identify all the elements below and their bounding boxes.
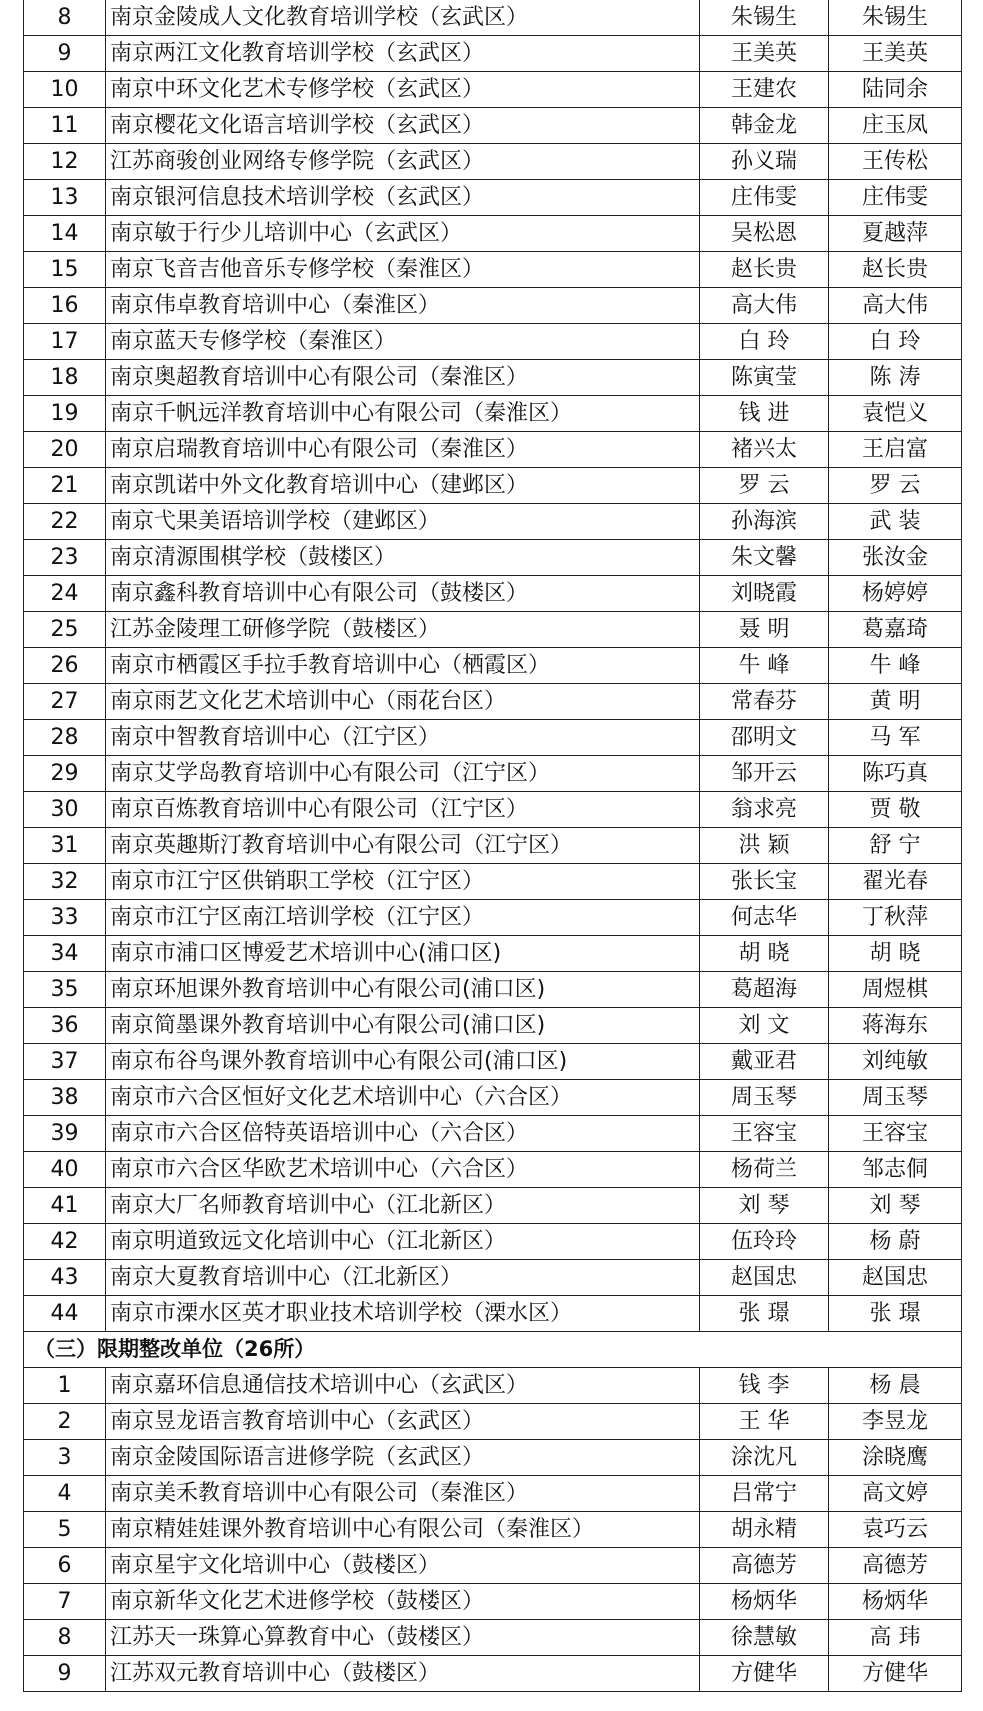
- legal-representative: 王美英: [700, 36, 829, 71]
- institution-name: 南京市六合区倍特英语培训中心（六合区）: [106, 1116, 700, 1151]
- row-number: 25: [24, 612, 106, 647]
- table-row: [24, 1296, 962, 1332]
- institution-name: 南京英趣斯汀教育培训中心有限公司（江宁区）: [106, 828, 700, 863]
- principal: 刘纯敏: [829, 1044, 962, 1079]
- institution-name: 南京飞音吉他音乐专修学校（秦淮区）: [106, 252, 700, 287]
- table-row: [24, 180, 962, 216]
- row-number: 26: [24, 648, 106, 683]
- institution-name: 南京奥超教育培训中心有限公司（秦淮区）: [106, 360, 700, 395]
- principal: 高德芳: [829, 1548, 962, 1583]
- institution-name: 南京千帆远洋教育培训中心有限公司（秦淮区）: [106, 396, 700, 431]
- institution-name: 南京市六合区恒好文化艺术培训中心（六合区）: [106, 1080, 700, 1115]
- legal-representative: 聂 明: [700, 612, 829, 647]
- legal-representative: 葛超海: [700, 972, 829, 1007]
- school-list-table: [23, 0, 962, 1692]
- institution-name: 南京新华文化艺术进修学校（鼓楼区）: [106, 1584, 700, 1619]
- principal: 涂晓鹰: [829, 1440, 962, 1475]
- principal: 高大伟: [829, 288, 962, 323]
- row-number: 24: [24, 576, 106, 611]
- table-row: [24, 324, 962, 360]
- legal-representative: 赵国忠: [700, 1260, 829, 1295]
- table-row: [24, 72, 962, 108]
- institution-name: 南京启瑞教育培训中心有限公司（秦淮区）: [106, 432, 700, 467]
- table-row: [24, 504, 962, 540]
- principal: 张汝金: [829, 540, 962, 575]
- institution-name: 南京市浦口区博爱艺术培训中心(浦口区): [106, 936, 700, 971]
- table-row: [24, 612, 962, 648]
- row-number: 10: [24, 72, 106, 107]
- institution-name: 南京伟卓教育培训中心（秦淮区）: [106, 288, 700, 323]
- table-row: [24, 684, 962, 720]
- table-section-3: [24, 1368, 962, 1692]
- legal-representative: 陈寅莹: [700, 360, 829, 395]
- legal-representative: 韩金龙: [700, 108, 829, 143]
- row-number: 38: [24, 1080, 106, 1115]
- legal-representative: 胡 晓: [700, 936, 829, 971]
- legal-representative: 何志华: [700, 900, 829, 935]
- row-number: 17: [24, 324, 106, 359]
- principal: 罗 云: [829, 468, 962, 503]
- principal: 陈 涛: [829, 360, 962, 395]
- principal: 胡 晓: [829, 936, 962, 971]
- table-row: [24, 1224, 962, 1260]
- legal-representative: 洪 颖: [700, 828, 829, 863]
- row-number: 27: [24, 684, 106, 719]
- legal-representative: 罗 云: [700, 468, 829, 503]
- legal-representative: 王建农: [700, 72, 829, 107]
- institution-name: 南京简墨课外教育培训中心有限公司(浦口区): [106, 1008, 700, 1043]
- row-number: 16: [24, 288, 106, 323]
- principal: 牛 峰: [829, 648, 962, 683]
- row-number: 2: [24, 1404, 106, 1439]
- row-number: 8: [24, 1620, 106, 1655]
- institution-name: 南京精娃娃课外教育培训中心有限公司（秦淮区）: [106, 1512, 700, 1547]
- legal-representative: 褚兴太: [700, 432, 829, 467]
- row-number: 39: [24, 1116, 106, 1151]
- principal: 黄 明: [829, 684, 962, 719]
- legal-representative: 孙海滨: [700, 504, 829, 539]
- row-number: 3: [24, 1440, 106, 1475]
- row-number: 5: [24, 1512, 106, 1547]
- legal-representative: 翁求亮: [700, 792, 829, 827]
- legal-representative: 牛 峰: [700, 648, 829, 683]
- principal: 贾 敬: [829, 792, 962, 827]
- row-number: 21: [24, 468, 106, 503]
- legal-representative: 徐慧敏: [700, 1620, 829, 1655]
- principal: 王容宝: [829, 1116, 962, 1151]
- legal-representative: 邹开云: [700, 756, 829, 791]
- table-row: [24, 432, 962, 468]
- principal: 李昱龙: [829, 1404, 962, 1439]
- row-number: 44: [24, 1296, 106, 1331]
- table-row: [24, 1584, 962, 1620]
- institution-name: 南京银河信息技术培训学校（玄武区）: [106, 180, 700, 215]
- principal: 方健华: [829, 1656, 962, 1691]
- row-number: 20: [24, 432, 106, 467]
- principal: 庄玉凤: [829, 108, 962, 143]
- institution-name: 南京市六合区华欧艺术培训中心（六合区）: [106, 1152, 700, 1187]
- institution-name: 南京蓝天专修学校（秦淮区）: [106, 324, 700, 359]
- row-number: 13: [24, 180, 106, 215]
- institution-name: 南京凯诺中外文化教育培训中心（建邺区）: [106, 468, 700, 503]
- principal: 赵长贵: [829, 252, 962, 287]
- legal-representative: 王 华: [700, 1404, 829, 1439]
- principal: 马 军: [829, 720, 962, 755]
- row-number: 36: [24, 1008, 106, 1043]
- row-number: 15: [24, 252, 106, 287]
- institution-name: 南京敏于行少儿培训中心（玄武区）: [106, 216, 700, 251]
- legal-representative: 张长宝: [700, 864, 829, 899]
- institution-name: 南京金陵成人文化教育培训学校（玄武区）: [106, 0, 700, 35]
- row-number: 11: [24, 108, 106, 143]
- table-row: [24, 540, 962, 576]
- table-row: [24, 1656, 962, 1692]
- table-row: [24, 360, 962, 396]
- row-number: 40: [24, 1152, 106, 1187]
- table-row: [24, 720, 962, 756]
- legal-representative: 常春芬: [700, 684, 829, 719]
- legal-representative: 伍玲玲: [700, 1224, 829, 1259]
- row-number: 4: [24, 1476, 106, 1511]
- row-number: 32: [24, 864, 106, 899]
- legal-representative: 钱 进: [700, 396, 829, 431]
- table-row: [24, 252, 962, 288]
- legal-representative: 方健华: [700, 1656, 829, 1691]
- principal: 朱锡生: [829, 0, 962, 35]
- institution-name: 南京明道致远文化培训中心（江北新区）: [106, 1224, 700, 1259]
- row-number: 8: [24, 0, 106, 35]
- principal: 邹志侗: [829, 1152, 962, 1187]
- legal-representative: 赵长贵: [700, 252, 829, 287]
- row-number: 43: [24, 1260, 106, 1295]
- principal: 周玉琴: [829, 1080, 962, 1115]
- institution-name: 南京艾学岛教育培训中心有限公司（江宁区）: [106, 756, 700, 791]
- row-number: 37: [24, 1044, 106, 1079]
- table-row: [24, 1512, 962, 1548]
- table-row: [24, 1008, 962, 1044]
- table-row: [24, 108, 962, 144]
- row-number: 6: [24, 1548, 106, 1583]
- principal: 高 玮: [829, 1620, 962, 1655]
- table-row: [24, 1440, 962, 1476]
- table-row: [24, 1188, 962, 1224]
- row-number: 31: [24, 828, 106, 863]
- legal-representative: 刘 文: [700, 1008, 829, 1043]
- row-number: 34: [24, 936, 106, 971]
- legal-representative: 刘 琴: [700, 1188, 829, 1223]
- table-section-2: [24, 0, 962, 1332]
- table-row: [24, 936, 962, 972]
- principal: 张 璟: [829, 1296, 962, 1331]
- table-row: [24, 576, 962, 612]
- institution-name: 南京市江宁区供销职工学校（江宁区）: [106, 864, 700, 899]
- legal-representative: 朱锡生: [700, 0, 829, 35]
- institution-name: 南京樱花文化语言培训学校（玄武区）: [106, 108, 700, 143]
- principal: 庄伟雯: [829, 180, 962, 215]
- principal: 杨炳华: [829, 1584, 962, 1619]
- table-row: [24, 396, 962, 432]
- principal: 杨婷婷: [829, 576, 962, 611]
- principal: 袁恺义: [829, 396, 962, 431]
- principal: 陆同余: [829, 72, 962, 107]
- row-number: 23: [24, 540, 106, 575]
- row-number: 7: [24, 1584, 106, 1619]
- table-row: [24, 828, 962, 864]
- institution-name: 江苏天一珠算心算教育中心（鼓楼区）: [106, 1620, 700, 1655]
- legal-representative: 吴松恩: [700, 216, 829, 251]
- table-row: [24, 972, 962, 1008]
- row-number: 9: [24, 1656, 106, 1691]
- legal-representative: 杨荷兰: [700, 1152, 829, 1187]
- legal-representative: 王容宝: [700, 1116, 829, 1151]
- institution-name: 南京雨艺文化艺术培训中心（雨花台区）: [106, 684, 700, 719]
- institution-name: 南京百炼教育培训中心有限公司（江宁区）: [106, 792, 700, 827]
- institution-name: 南京两江文化教育培训学校（玄武区）: [106, 36, 700, 71]
- principal: 武 装: [829, 504, 962, 539]
- table-row: [24, 1260, 962, 1296]
- institution-name: 南京市江宁区南江培训学校（江宁区）: [106, 900, 700, 935]
- principal: 杨 晨: [829, 1368, 962, 1403]
- table-row: [24, 756, 962, 792]
- legal-representative: 刘晓霞: [700, 576, 829, 611]
- principal: 蒋海东: [829, 1008, 962, 1043]
- table-row: [24, 1476, 962, 1512]
- row-number: 14: [24, 216, 106, 251]
- table-row: [24, 1152, 962, 1188]
- row-number: 1: [24, 1368, 106, 1403]
- principal: 杨 蔚: [829, 1224, 962, 1259]
- legal-representative: 戴亚君: [700, 1044, 829, 1079]
- institution-name: 南京鑫科教育培训中心有限公司（鼓楼区）: [106, 576, 700, 611]
- principal: 白 玲: [829, 324, 962, 359]
- section-title: （三）限期整改单位（26所）: [24, 1332, 962, 1367]
- table-row: [24, 288, 962, 324]
- row-number: 12: [24, 144, 106, 179]
- institution-name: 江苏双元教育培训中心（鼓楼区）: [106, 1656, 700, 1691]
- table-row: [24, 468, 962, 504]
- institution-name: 南京大夏教育培训中心（江北新区）: [106, 1260, 700, 1295]
- institution-name: 南京市溧水区英才职业技术培训学校（溧水区）: [106, 1296, 700, 1331]
- principal: 葛嘉琦: [829, 612, 962, 647]
- row-number: 18: [24, 360, 106, 395]
- legal-representative: 涂沈凡: [700, 1440, 829, 1475]
- table-row: [24, 648, 962, 684]
- institution-name: 南京金陵国际语言进修学院（玄武区）: [106, 1440, 700, 1475]
- institution-name: 南京大厂名师教育培训中心（江北新区）: [106, 1188, 700, 1223]
- principal: 袁巧云: [829, 1512, 962, 1547]
- legal-representative: 高大伟: [700, 288, 829, 323]
- table-row: [24, 1044, 962, 1080]
- legal-representative: 周玉琴: [700, 1080, 829, 1115]
- legal-representative: 高德芳: [700, 1548, 829, 1583]
- institution-name: 南京环旭课外教育培训中心有限公司(浦口区): [106, 972, 700, 1007]
- table-row: [24, 0, 962, 36]
- row-number: 41: [24, 1188, 106, 1223]
- principal: 舒 宁: [829, 828, 962, 863]
- legal-representative: 庄伟雯: [700, 180, 829, 215]
- principal: 王传松: [829, 144, 962, 179]
- row-number: 9: [24, 36, 106, 71]
- principal: 翟光春: [829, 864, 962, 899]
- table-row: [24, 1116, 962, 1152]
- legal-representative: 白 玲: [700, 324, 829, 359]
- row-number: 29: [24, 756, 106, 791]
- institution-name: 南京中环文化艺术专修学校（玄武区）: [106, 72, 700, 107]
- table-row: [24, 144, 962, 180]
- row-number: 30: [24, 792, 106, 827]
- legal-representative: 张 璟: [700, 1296, 829, 1331]
- principal: 王美英: [829, 36, 962, 71]
- row-number: 19: [24, 396, 106, 431]
- principal: 陈巧真: [829, 756, 962, 791]
- principal: 周煜棋: [829, 972, 962, 1007]
- principal: 赵国忠: [829, 1260, 962, 1295]
- institution-name: 南京星宇文化培训中心（鼓楼区）: [106, 1548, 700, 1583]
- institution-name: 南京昱龙语言教育培训中心（玄武区）: [106, 1404, 700, 1439]
- legal-representative: 朱文馨: [700, 540, 829, 575]
- institution-name: 南京弋果美语培训学校（建邺区）: [106, 504, 700, 539]
- legal-representative: 杨炳华: [700, 1584, 829, 1619]
- principal: 高文婷: [829, 1476, 962, 1511]
- row-number: 33: [24, 900, 106, 935]
- principal: 夏越萍: [829, 216, 962, 251]
- table-row: [24, 900, 962, 936]
- institution-name: 南京嘉环信息通信技术培训中心（玄武区）: [106, 1368, 700, 1403]
- legal-representative: 邵明文: [700, 720, 829, 755]
- institution-name: 南京中智教育培训中心（江宁区）: [106, 720, 700, 755]
- legal-representative: 孙义瑞: [700, 144, 829, 179]
- institution-name: 江苏金陵理工研修学院（鼓楼区）: [106, 612, 700, 647]
- legal-representative: 胡永精: [700, 1512, 829, 1547]
- legal-representative: 吕常宁: [700, 1476, 829, 1511]
- table-row: [24, 36, 962, 72]
- table-row: [24, 1404, 962, 1440]
- institution-name: 江苏商骏创业网络专修学院（玄武区）: [106, 144, 700, 179]
- table-row: [24, 216, 962, 252]
- row-number: 42: [24, 1224, 106, 1259]
- legal-representative: 钱 李: [700, 1368, 829, 1403]
- institution-name: 南京市栖霞区手拉手教育培训中心（栖霞区）: [106, 648, 700, 683]
- institution-name: 南京布谷鸟课外教育培训中心有限公司(浦口区): [106, 1044, 700, 1079]
- row-number: 35: [24, 972, 106, 1007]
- section-header: [24, 1332, 962, 1368]
- table-row: [24, 1548, 962, 1584]
- table-row: [24, 1080, 962, 1116]
- institution-name: 南京清源围棋学校（鼓楼区）: [106, 540, 700, 575]
- institution-name: 南京美禾教育培训中心有限公司（秦淮区）: [106, 1476, 700, 1511]
- principal: 丁秋萍: [829, 900, 962, 935]
- table-row: [24, 1368, 962, 1404]
- row-number: 28: [24, 720, 106, 755]
- table-row: [24, 792, 962, 828]
- principal: 王启富: [829, 432, 962, 467]
- table-row: [24, 864, 962, 900]
- principal: 刘 琴: [829, 1188, 962, 1223]
- table-row: [24, 1620, 962, 1656]
- row-number: 22: [24, 504, 106, 539]
